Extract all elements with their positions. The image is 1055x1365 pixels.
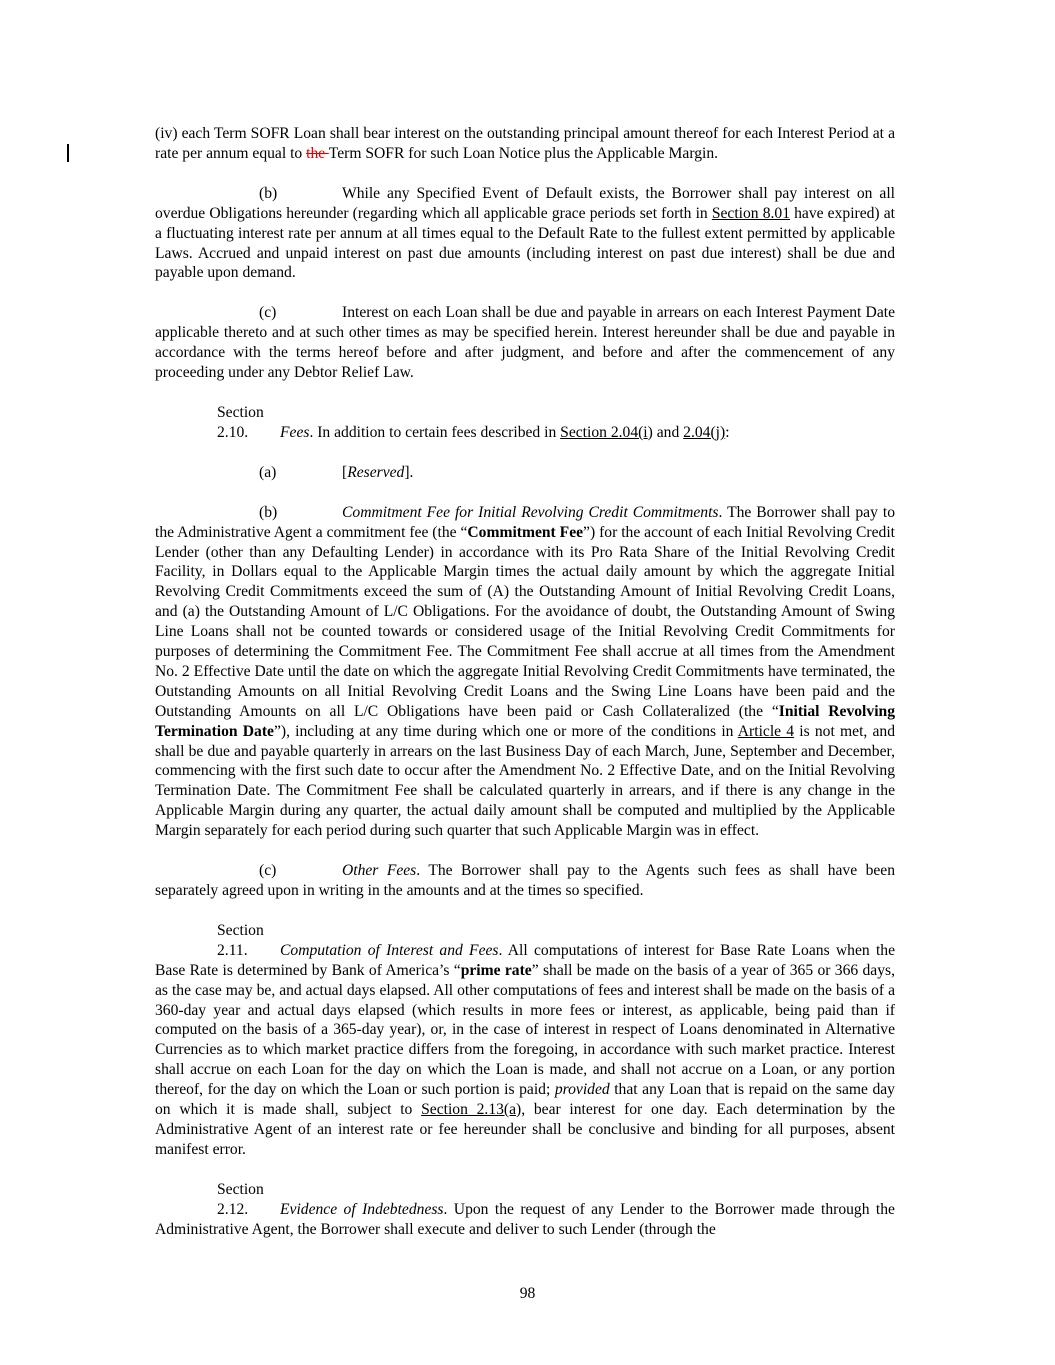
- section-label: Section 2.12.: [217, 1180, 264, 1218]
- section-2-10-fees: [155, 403, 895, 443]
- section-2-11-computation: [155, 921, 895, 1160]
- text: ” shall be made on the basis of a year of 365 or 366 days, as the case may be, and actual days elapsed. All other computations of fees and interest shall be made on the basis of a 360-day year and actual days elapsed (which results in more fees or interest, as applicable, being paid than if computed on the basis of a 365-day year), or, in the case of interest in respect of Loans denominated in Alternative Currencies as to which market practice differs from the foregoing, in accordance with such market practice. Interest shall accrue on each Loan for the day on which the Loan is made, and shall not accrue on a Loan, or any portion thereof, for the day on which the Loan or such portion is paid;: [155, 961, 895, 1099]
- paragraph-b-commitment-fee: [155, 503, 895, 841]
- clause-label: (a): [259, 463, 277, 481]
- text: While any Specified Event of Default exists, the Borrower shall pay interest on all overdue Obligations hereunder (regarding which all applicable grace periods set forth in: [155, 184, 895, 222]
- cross-reference-section-2-04-i[interactable]: Section 2.04(i: [560, 423, 648, 441]
- text: [: [342, 463, 348, 481]
- defined-term-initial-revolving-termination-date: Initial Revolving Termination Date: [155, 702, 895, 740]
- clause-heading: Commitment Fee for Initial Revolving Credit Commitments: [342, 503, 719, 521]
- proviso-provided: provided: [554, 1081, 610, 1099]
- defined-term-prime-rate: prime rate: [460, 961, 532, 979]
- text: is not met, and shall be due and payable quarterly in arrears on the last Business Day of each March, June, September and December, commencing with the first such date to occur after the Amendment No. 2 Effective Date, and on the Initial Revolving Termination Date. The Commitment Fee shall be calculated quarterly in arrears, and if there is any change in the Applicable Margin during any quarter, the actual daily amount shall be computed and multiplied by the Applicable Margin separately for each period during such quarter that such Applicable Margin was in effect.: [155, 722, 896, 840]
- text: (iv) each Term SOFR Loan shall bear interest on the outstanding principal amount thereof for each Interest Period at a rate per annum equal to: [155, 125, 895, 162]
- document-body: [155, 124, 895, 1240]
- text: . Upon the request of any Lender to the Borrower made through the Administrative Agent, the Borrower shall execute and deliver to such Lender (through the: [155, 1200, 895, 1238]
- cross-reference-section-2-04-j[interactable]: 2.04(j): [683, 423, 726, 441]
- paragraph-c-interest-payment: [155, 303, 895, 383]
- section-heading: Fees: [280, 423, 310, 441]
- clause-label: (b): [259, 503, 278, 521]
- deleted-text: the: [306, 144, 329, 162]
- text: . The Borrower shall pay to the Administrative Agent a commitment fee (the “: [155, 503, 895, 541]
- defined-term-commitment-fee: Commitment Fee: [467, 523, 584, 541]
- text: . In addition to certain fees described in: [309, 423, 561, 441]
- text: . All computations of interest for Base Rate Loans when the Base Rate is determined by Bank of America’s “: [155, 941, 895, 979]
- cross-reference-section-8-01[interactable]: Section 8.01: [711, 204, 791, 222]
- text: ) and: [647, 423, 684, 441]
- text: . The Borrower shall pay to the Agents such fees as shall have been separately agreed upon in writing in the amounts and at the times so specified.: [155, 862, 896, 899]
- section-heading: Computation of Interest and Fees: [280, 941, 499, 959]
- paragraph-c-other-fees: [155, 861, 895, 901]
- clause-heading: Other Fees: [342, 862, 417, 880]
- clause-label: (b): [259, 184, 278, 202]
- text: ), bear interest for one day. Each determination by the Administrative Agent of an interest rate or fee hereunder shall be conclusive and binding for all purposes, absent manifest error.: [155, 1101, 896, 1158]
- page-number: 98: [519, 1285, 536, 1302]
- clause-label: (c): [259, 862, 277, 880]
- paragraph-iv: [155, 124, 895, 164]
- text: :: [725, 423, 730, 441]
- cross-reference-section-2-13-a[interactable]: Section 2.13(a: [421, 1101, 517, 1119]
- text: ].: [404, 463, 414, 481]
- reserved-text: Reserved: [347, 463, 405, 481]
- section-2-12-evidence: [155, 1180, 895, 1240]
- paragraph-b-default-interest: [155, 184, 895, 284]
- text: Term SOFR for such Loan Notice plus the Applicable Margin.: [328, 144, 719, 162]
- section-label: Section 2.10.: [217, 403, 264, 441]
- text: ”) for the account of each Initial Revolving Credit Lender (other than any Defaulting Lender) in accordance with its Pro Rata Share of the Initial Revolving Credit Facility, in Dollars equal to the Applicable Margin times the actual daily amount by which the aggregate Initial Revolving Credit Commitments exceed the sum of (A) the Outstanding Amount of Initial Revolving Credit Loans, and (a) the Outstanding Amount of L/C Obligations. For the avoidance of doubt, the Outstanding Amount of Swing Line Loans shall not be counted towards or considered usage of the Initial Revolving Credit Commitments for purposes of determining the Commitment Fee. The Commitment Fee shall accrue at all times from the Amendment No. 2 Effective Date until the date on which the aggregate Initial Revolving Credit Commitments have terminated, the Outstanding Amounts on all Initial Revolving Credit Loans and the Swing Line Loans have been paid and the Outstanding Amounts on all L/C Obligations have been paid or Cash Collateralized (the “: [155, 523, 896, 720]
- text: have expired) at a fluctuating interest rate per annum at all times equal to the Default Rate to the fullest extent permitted by applicable Laws. Accrued and unpaid interest on past due amounts (including interest on past due interest) shall be due and payable upon demand.: [155, 204, 895, 282]
- paragraph-a-reserved: [155, 463, 895, 483]
- clause-label: (c): [259, 304, 277, 322]
- cross-reference-article-4[interactable]: Article 4: [737, 722, 795, 740]
- text: that any Loan that is repaid on the same day on which it is made shall, subject to: [155, 1081, 895, 1119]
- text: Interest on each Loan shall be due and payable in arrears on each Interest Payment Date applicable thereto and at such other times as may be specified herein. Interest hereunder shall be due and payable in accordance with the terms hereof before and after judgment, and before and after the commencement of any proceeding under any Debtor Relief Law.: [155, 304, 895, 382]
- text: ”), including at any time during which one or more of the conditions in: [273, 722, 738, 740]
- section-heading: Evidence of Indebtedness: [280, 1200, 444, 1218]
- section-label: Section 2.11.: [217, 921, 264, 959]
- revision-change-bar: [67, 144, 69, 162]
